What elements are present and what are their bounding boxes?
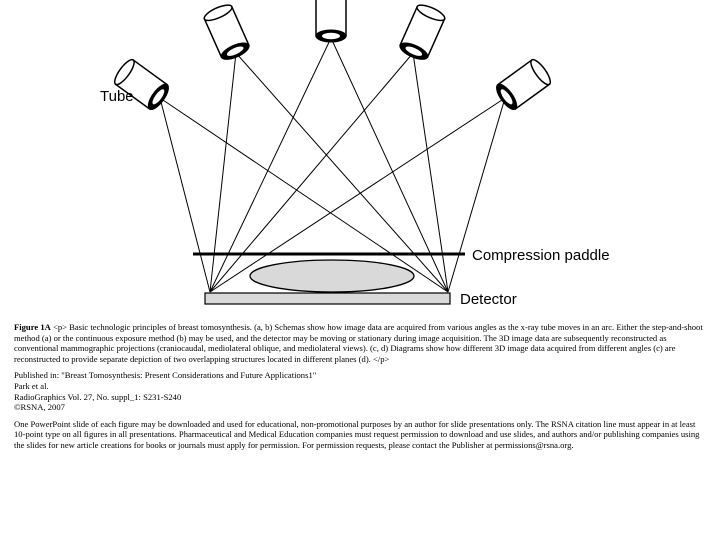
figure-description: [14, 322, 704, 364]
beam-line: [210, 53, 413, 292]
published-title: Published in: "Breast Tomosynthesis: Present Considerations and Future Applications1": [14, 370, 317, 381]
figure-label: Figure 1A: [14, 322, 51, 332]
breast-tissue: [250, 260, 414, 292]
beam-line: [236, 53, 448, 292]
published-copyright: ©RSNA, 2007: [14, 402, 65, 413]
xray-tube-3: [316, 0, 346, 42]
permission-notice: One PowerPoint slide of each figure may be downloaded and used for educational, non-promotional purposes by an author for slide presentations only. The RSNA citation line must appear in at least 10-point type on all figures in all presentations. Pharmaceutical and Medical Education companies must request permission to download and use slides, and authors and/or publishing companies using the slides for new article creations for books or journals must apply for permission. For permission requests, please contact the Publisher at permissions@rsna.org.: [14, 418, 700, 450]
xray-tube-4: [398, 2, 447, 63]
figure-text: <p> Basic technologic principles of breast tomosynthesis. (a, b) Schemas show how image data are acquired from various angles as the x-ray tube moves in an arc. Either the step-and-shoot method (a) or the continuous exposure method (b) may be used, and the detector may be moving or stationary during image acquisition. The 3D image data are subsequently reconstructed as conventional mammographic projections (craniocaudal, mediolateral oblique, and mediolateral views). (c, d) Diagrams show how different 3D image data acquired from different angles (c) are reconstructed to provide separate depiction of two overlapping structures located in different planes (d). </p>: [14, 322, 703, 364]
tube-aperture-inner: [322, 33, 340, 39]
beam-line: [413, 53, 448, 292]
beam-line: [210, 53, 236, 292]
tube-label: Tube: [100, 88, 134, 105]
published-authors: Park et al.: [14, 380, 49, 391]
publication-info: [14, 370, 704, 412]
compression-paddle-label: Compression paddle: [472, 247, 610, 264]
xray-tube-5: [493, 57, 554, 112]
detector-label: Detector: [460, 291, 517, 308]
detector: [205, 293, 450, 304]
xray-tube-group: [112, 0, 554, 112]
xray-tube-2: [202, 2, 251, 63]
published-journal: RadioGraphics Vol. 27, No. suppl_1: S231-S240: [14, 391, 182, 402]
figure-caption: [14, 322, 704, 457]
